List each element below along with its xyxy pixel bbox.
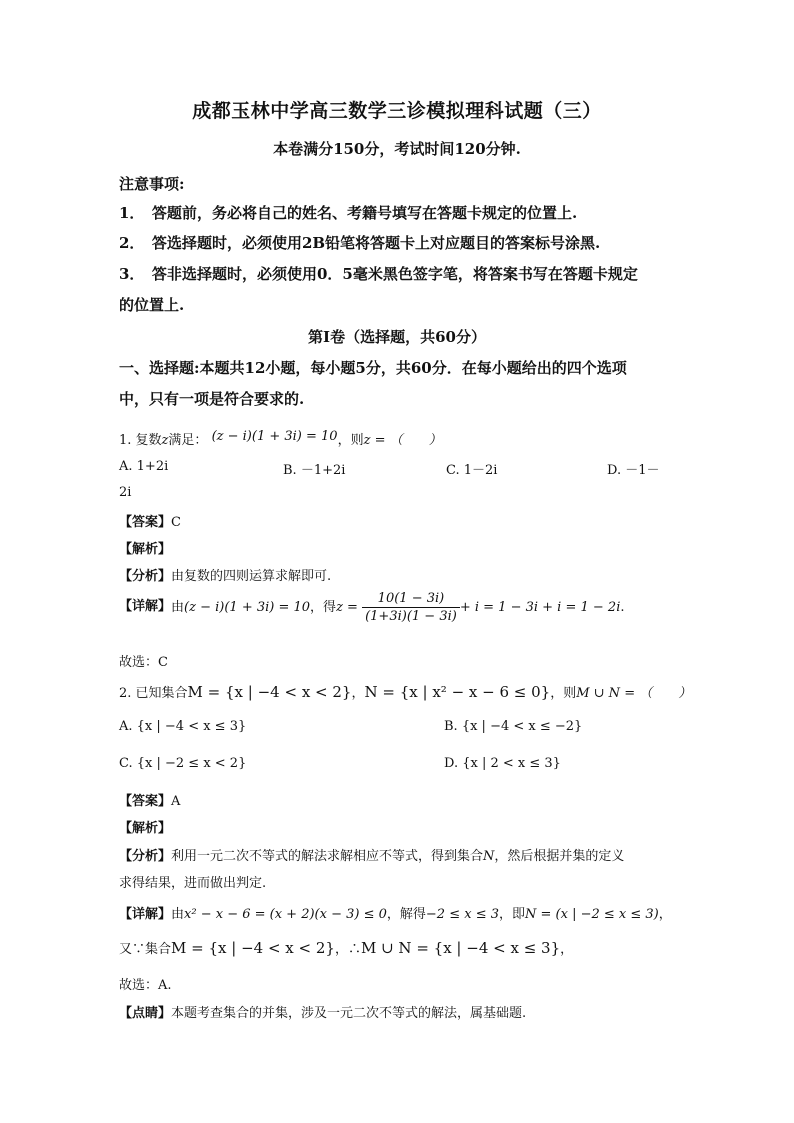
q1-stem xyxy=(119,429,442,448)
q1-answer-label: 【答案】 xyxy=(119,515,172,530)
q1-stem-eq: (z − i)(1 + 3i) = 10 xyxy=(211,429,338,444)
q1-xiangjie-prefix: 由 xyxy=(171,600,185,615)
q1-stem-var: z xyxy=(161,433,169,448)
q2-xiangjie-d: ， xyxy=(658,907,672,922)
section-intro-line1: 一、选择题:本题共12小题，每小题5分，共60分．在每小题给出的四个选项 xyxy=(119,359,627,377)
q2-dianjing-text: 本题考查集合的并集，涉及一元二次不等式的解法，属基础题. xyxy=(171,1006,527,1021)
q2-you xyxy=(119,938,573,957)
q2-option-c: C. {x | −2 ≤ x < 2} xyxy=(119,756,247,771)
q2-fenxi-line2: 求得结果，进而做出判定. xyxy=(119,876,267,891)
q2-fenxi-line1-a: 利用一元二次不等式的解法求解相应不等式，得到集合 xyxy=(171,849,484,864)
q1-stem-prefix: 1. 复数 xyxy=(119,433,162,448)
q1-option-c: C. 1－2i xyxy=(446,463,498,478)
q1-xiangjie-z: z = xyxy=(336,600,358,615)
q1-xiangjie-label: 【详解】 xyxy=(119,599,172,614)
q2-xiangjie-n: N = (x | −2 ≤ x ≤ 3) xyxy=(525,907,659,922)
q1-conclusion: 故选：C xyxy=(119,655,168,670)
q2-answer xyxy=(119,790,180,809)
q2-xiangjie-label: 【详解】 xyxy=(119,907,172,922)
q2-stem-comma: ， xyxy=(351,686,365,701)
notice-item-2: 2． 答选择题时，必须使用2B铅笔将答题卡上对应题目的答案标号涂黑. xyxy=(119,234,601,252)
q2-you-c: ， xyxy=(560,942,574,957)
section-intro-line2: 中，只有一项是符合要求的. xyxy=(119,390,305,408)
q2-xiangjie-b: ，解得 xyxy=(386,907,426,922)
q2-stem-prefix: 2. 已知集合 xyxy=(119,686,188,701)
q1-analysis-label: 【解析】 xyxy=(119,542,172,557)
q1-xiangjie-dot: . xyxy=(620,600,625,615)
q2-fenxi-line1-b: ，然后根据并集的定义 xyxy=(494,849,625,864)
q2-fenxi-n: N xyxy=(483,849,495,864)
q1-fenxi-text: 由复数的四则运算求解即可. xyxy=(171,569,332,584)
notice-item-1: 1． 答题前，务必将自己的姓名、考籍号填写在答题卡规定的位置上. xyxy=(119,204,578,222)
q1-fraction xyxy=(362,591,460,624)
q2-xiangjie-eq: x² − x − 6 = (x + 2)(x − 3) ≤ 0 xyxy=(184,907,387,922)
q2-dianjing xyxy=(119,1002,526,1021)
q1-xiangjie-eq1: (z − i)(1 + 3i) = 10 xyxy=(184,600,311,615)
notice-item-3: 3． 答非选择题时，必须使用0．5毫米黑色签字笔，将答案书写在答题卡规定 xyxy=(119,265,638,283)
q1-xiangjie-de: ，得 xyxy=(310,600,337,615)
page-subtitle: 本卷满分150分，考试时间120分钟. xyxy=(273,140,521,158)
q2-fenxi-line1 xyxy=(119,845,624,864)
q2-stem xyxy=(119,682,691,701)
q1-fenxi xyxy=(119,565,331,584)
q2-you-b: ，∴ xyxy=(334,942,361,957)
q1-fenxi-label: 【分析】 xyxy=(119,569,172,584)
q2-option-d: D. {x | 2 < x ≤ 3} xyxy=(444,756,561,771)
q2-option-b: B. {x | −4 < x ≤ −2} xyxy=(444,719,583,734)
q2-you-a: 又∵集合 xyxy=(119,942,172,957)
q1-option-b: B. －1+2i xyxy=(283,463,346,478)
q2-xiangjie xyxy=(119,903,672,922)
q1-stem-mid: 满足： xyxy=(168,433,208,448)
q2-analysis-label: 【解析】 xyxy=(119,821,172,836)
q2-fenxi-label: 【分析】 xyxy=(119,849,172,864)
q1-option-a: A. 1+2i xyxy=(119,459,169,474)
q1-xiangjie-tail: + i = 1 − 3i + i = 1 − 2i xyxy=(459,600,621,615)
q1-fraction-numerator: 10(1 − 3i) xyxy=(362,591,460,608)
q1-answer xyxy=(119,511,181,530)
q2-stem-m: M = {x | −4 < x < 2} xyxy=(187,683,352,701)
q2-option-a: A. {x | −4 < x ≤ 3} xyxy=(119,719,247,734)
q2-conclusion: 故选：A. xyxy=(119,978,172,993)
q2-stem-then: ，则 xyxy=(550,686,577,701)
q2-xiangjie-a: 由 xyxy=(171,907,185,922)
q1-stem-then: ，则 xyxy=(337,433,364,448)
q2-answer-value: A xyxy=(171,794,181,809)
q1-answer-value: C xyxy=(171,515,181,530)
q1-option-d: D. －1－ xyxy=(607,463,660,478)
q1-fraction-denominator: (1+3i)(1 − 3i) xyxy=(365,609,457,624)
section-title: 第Ⅰ卷（选择题，共60分） xyxy=(308,328,486,346)
q2-stem-ask: M ∪ N = （ ） xyxy=(576,686,692,701)
q2-you-union: M ∪ N = {x | −4 < x ≤ 3} xyxy=(360,939,561,957)
notice-heading: 注意事项: xyxy=(119,175,185,193)
page-title: 成都玉林中学高三数学三诊模拟理科试题（三） xyxy=(192,100,602,122)
notice-item-3-cont: 的位置上. xyxy=(119,296,185,314)
q2-xiangjie-c: ，即 xyxy=(499,907,526,922)
q1-stem-ask: z = （ ） xyxy=(363,433,442,448)
q2-xiangjie-range: −2 ≤ x ≤ 3 xyxy=(425,907,499,922)
q2-answer-label: 【答案】 xyxy=(119,794,172,809)
q2-you-m: M = {x | −4 < x < 2} xyxy=(171,939,335,957)
q1-xiangjie xyxy=(119,591,625,624)
q2-dianjing-label: 【点睛】 xyxy=(119,1006,172,1021)
q1-option-d-cont: 2i xyxy=(119,485,132,500)
q2-stem-n: N = {x | x² − x − 6 ≤ 0} xyxy=(364,683,551,701)
